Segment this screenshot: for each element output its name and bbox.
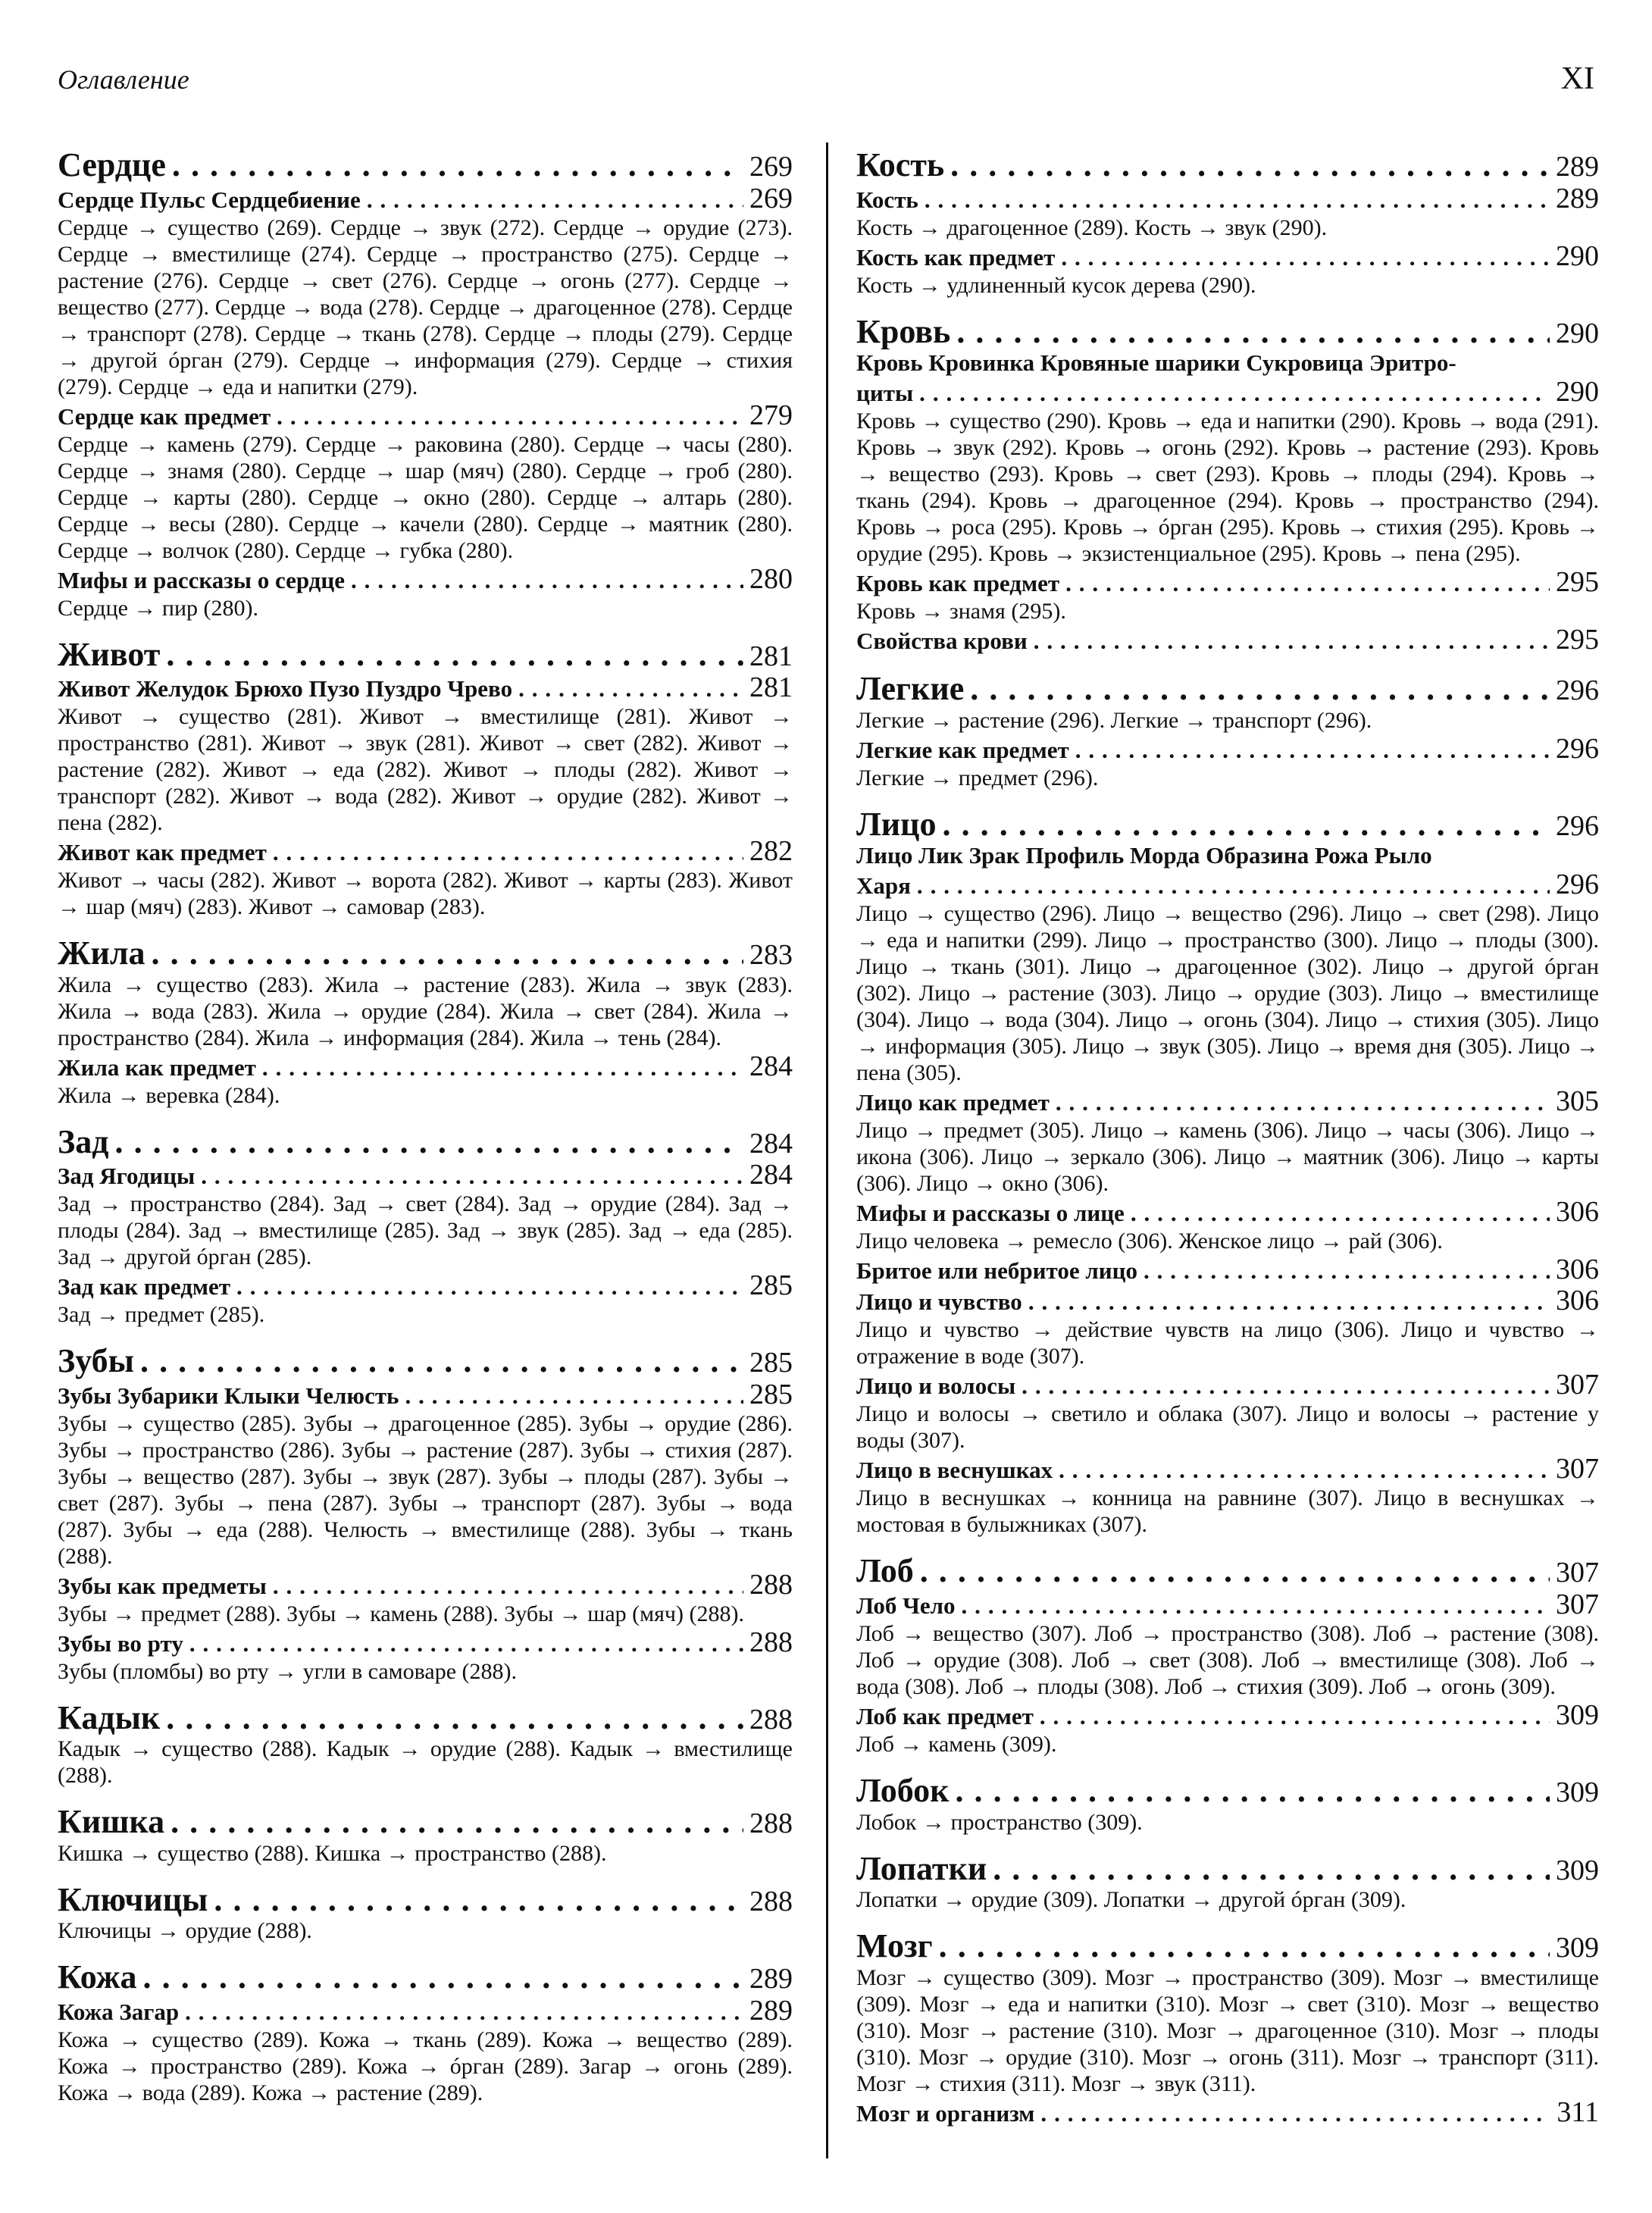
entry-text: Кожа → существо (289). Кожа → ткань (289). Кожа → вещество (289). Кожа → пространство (289). Кожа → óрган (289). Загар → огонь (289). Кожа → вода (289). Кожа → растение (289). — [58, 2027, 793, 2106]
entry-text: Жила → существо (283). Жила → растение (283). Жила → звук (283). Жила → вода (283). Жила → орудие (284). Жила → свет (284). Жила → пространство (284). Жила → информация (284). Жила → тень (284). — [58, 972, 793, 1050]
subsection-heading — [58, 564, 793, 595]
subsection-heading-title: Кровь как предмет — [856, 570, 1060, 597]
subsection-heading-title: Легкие как предмет — [856, 736, 1069, 763]
section-heading-page: 289 — [749, 1963, 793, 1995]
section-heading — [856, 147, 1599, 183]
section-gap — [856, 1913, 1599, 1923]
section-heading — [58, 1343, 793, 1379]
subsection-heading-leader — [1131, 1200, 1550, 1225]
section-heading-page: 289 — [1556, 151, 1599, 183]
subsection-heading — [856, 2097, 1599, 2128]
section-gap — [856, 656, 1599, 666]
section-heading-title: Кадык — [58, 1699, 161, 1736]
section-gap — [58, 1109, 793, 1119]
subsection-heading — [58, 1995, 793, 2027]
section-heading-title: Легкие — [856, 671, 965, 707]
entry-text: Лицо → предмет (305). Лицо → камень (306). Лицо → часы (306). Лицо → икона (306). Лицо → зеркало (306). Лицо → маятник (306). Лицо → карты (306). Лицо → окно (306). — [856, 1118, 1599, 1197]
subsection-heading-page: 281 — [749, 672, 793, 704]
subsection-heading — [856, 567, 1599, 598]
entry-text: Сердце → пир (280). — [58, 595, 259, 621]
subsection-heading-page: 311 — [1557, 2096, 1599, 2128]
subsection-heading-title: Свойства крови — [856, 628, 1028, 655]
section-heading-page: 309 — [1556, 1854, 1599, 1886]
subsection-heading-page: 288 — [749, 1569, 793, 1601]
subsection-heading-title: Лицо в веснушках — [856, 1457, 1053, 1484]
subsection-heading-title: Живот как предмет — [58, 839, 267, 866]
subsection-heading-page: 305 — [1556, 1086, 1599, 1118]
subsection-heading-page: 295 — [1556, 624, 1599, 656]
section-heading-leader — [956, 314, 1550, 350]
subsection-heading-page: 295 — [1556, 567, 1599, 599]
toc-column-left — [58, 142, 793, 2106]
subsection-heading — [58, 1270, 793, 1301]
subsection-heading-title: Лицо и чувство — [856, 1288, 1022, 1316]
section-heading — [58, 1804, 793, 1840]
column-divider — [826, 142, 828, 2158]
section-heading-leader — [970, 671, 1550, 707]
section-heading-title: Зад — [58, 1123, 109, 1160]
subsection-heading-title: Харя — [856, 872, 911, 900]
entry-text: Зад → пространство (284). Зад → свет (284). Зад → орудие (284). Зад → плоды (284). Зад → вместилище (285). Зад → звук (285). Зад → еда (285). Зад → другой óрган (285). — [58, 1191, 793, 1270]
subsection-heading — [58, 1160, 793, 1191]
section-heading-leader — [955, 1773, 1550, 1809]
section-gap — [856, 1836, 1599, 1846]
entry-text: Лицо → существо (296). Лицо → вещество (296). Лицо → свет (298). Лицо → еда и напитки (299). Лицо → пространство (300). Лицо → плоды (300). Лицо → ткань (301). Лицо → драгоценное (302). Лицо → другой óрган (302). Лицо → растение (303). Лицо → орудие (303). Лицо → вместилище (304). Лицо → вода (304). Лицо → огонь (304). Лицо → стихия (305). Лицо → информация (305). Лицо → звук (305). Лицо → время дня (305). Лицо → пена (305). — [856, 901, 1599, 1086]
section-heading — [58, 1959, 793, 1995]
entry-text: Зубы (пломбы) во рту → угли в самоваре (288). — [58, 1658, 518, 1684]
section-heading — [58, 147, 793, 183]
section-heading-page: 284 — [749, 1127, 793, 1160]
subsection-heading-title: Зад Ягодицы — [58, 1163, 196, 1190]
section-heading-leader — [993, 1851, 1550, 1887]
section-heading-page: 288 — [749, 1808, 793, 1840]
entry-text: Лицо и чувство → действие чувств на лицо (306). Лицо и чувство → отражение в воде (307). — [856, 1317, 1599, 1369]
subsection-heading — [58, 672, 793, 703]
entry-text: Мозг → существо (309). Мозг → пространство (309). Мозг → вместилище (309). Мозг → еда и напитки (310). Мозг → свет (310). Мозг → вещество (310). Мозг → растение (310). Мозг → драгоценное (310). Мозг → плоды (310). Мозг → орудие (310). Мозг → огонь (311). Мозг → транспорт (311). Мозг → стихия (311). Мозг → звук (311). — [856, 1964, 1599, 2096]
subsection-heading-leader — [1034, 628, 1550, 653]
subsection-heading-leader — [262, 1055, 743, 1080]
subsection-heading-page: 284 — [749, 1160, 793, 1191]
section-heading-leader — [152, 935, 743, 972]
subsection-heading-leader — [1040, 1704, 1550, 1729]
entry-text: Зад → предмет (285). — [58, 1302, 265, 1328]
subsection-heading-title: Сердце Пульс Сердцебиение — [58, 186, 361, 213]
section-gap — [856, 299, 1599, 309]
section-heading-title: Кожа — [58, 1959, 137, 1995]
section-gap — [58, 1328, 793, 1338]
subsection-heading-leader — [189, 1631, 743, 1656]
section-heading — [856, 671, 1599, 707]
subsection-heading-page: 309 — [1556, 1700, 1599, 1732]
subsection-heading-leader — [917, 873, 1550, 898]
entry-text: Кровь → знамя (295). — [856, 599, 1066, 624]
subsection-heading-leader — [277, 404, 743, 429]
subsection-heading-page: 285 — [749, 1379, 793, 1410]
subsection-heading-title: Зубы во рту — [58, 1629, 183, 1657]
section-gap — [58, 920, 793, 931]
subsection-heading-leader — [1040, 2101, 1550, 2126]
subsection-heading-title: Мозг и организм — [856, 2099, 1035, 2127]
subsection-heading-title: Лицо как предмет — [856, 1089, 1050, 1116]
entry-text: Сердце → камень (279). Сердце → раковина (280). Сердце → часы (280). Сердце → знамя (280). Сердце → шар (мяч) (280). Сердце → гроб (280). Сердце → карты (280). Сердце → окно (280). Сердце → алтарь (280). Сердце → весы (280). Сердце → качели (280). Сердце → маятник (280). Сердце → волчок (280). Сердце → губка (280). — [58, 431, 793, 563]
subsection-heading — [58, 1627, 793, 1658]
subsection-heading-title: Лоб Чело — [856, 1592, 956, 1619]
section-heading-title: Лопатки — [856, 1850, 987, 1887]
entry-text: Лобок → пространство (309). — [856, 1809, 1143, 1835]
subsection-heading-title: Кость как предмет — [856, 243, 1056, 271]
section-heading-page: 288 — [749, 1703, 793, 1736]
subsection-heading-leader — [1144, 1258, 1550, 1283]
subsection-heading-leader — [1022, 1373, 1550, 1398]
subsection-heading — [856, 1197, 1599, 1228]
entry-text: Кровь → существо (290). Кровь → еда и напитки (290). Кровь → вода (291). Кровь → звук (292). Кровь → огонь (292). Кровь → растение (293). Кровь → вещество (293). Кровь → свет (293). Кровь → плоды (294). Кровь → ткань (294). Кровь → драгоценное (294). Кровь → пространство (294). Кровь → роса (295). Кровь → óрган (295). Кровь → стихия (295). Кровь → орудие (295). Кровь → экзистенциальное (295). Кровь → пена (295). — [856, 408, 1599, 567]
subsection-heading-leader — [1065, 571, 1550, 596]
entry-text: Легкие → растение (296). Легкие → транспорт (296). — [856, 707, 1372, 733]
section-heading — [58, 1124, 793, 1160]
subsection-heading-leader — [1059, 1457, 1550, 1482]
section-heading-title: Кость — [856, 147, 945, 183]
section-heading-page: 309 — [1556, 1776, 1599, 1809]
subsection-heading-title: Мифы и рассказы о сердце — [58, 566, 345, 593]
subsection-heading-leader — [1075, 737, 1550, 762]
subsection-heading — [856, 1589, 1599, 1620]
subsection-heading — [856, 1454, 1599, 1485]
subsection-heading-title: Сердце как предмет — [58, 402, 271, 430]
subsection-heading-title: Мифы и рассказы о лице — [856, 1200, 1125, 1227]
section-heading — [856, 1928, 1599, 1964]
subsection-heading-leader — [273, 840, 743, 865]
subsection-heading-page: 307 — [1556, 1369, 1599, 1401]
section-heading-page: 290 — [1556, 317, 1599, 349]
section-heading-leader — [939, 1928, 1550, 1964]
section-heading-title: Сердце — [58, 147, 166, 183]
subsection-heading — [856, 241, 1599, 272]
section-heading-title: Кровь — [856, 313, 951, 350]
subsection-heading-title: Живот Желудок Брюхо Пузо Пуздро Чрево — [58, 675, 513, 703]
section-heading — [58, 1882, 793, 1918]
entry-text: Зубы → предмет (288). Зубы → камень (288). Зубы → шар (мяч) (288). — [58, 1601, 744, 1626]
subsection-heading — [856, 1285, 1599, 1316]
section-heading-leader — [920, 1553, 1550, 1589]
entry-text: Кадык → существо (288). Кадык → орудие (288). Кадык → вместилище (288). — [58, 1736, 793, 1789]
subsection-heading-title: Зубы Зубарики Клыки Челюсть — [58, 1382, 399, 1409]
section-gap — [856, 791, 1599, 802]
subsection-heading-leader — [1028, 1289, 1550, 1314]
section-heading-title: Зубы — [58, 1343, 134, 1379]
entry-text: Лицо в веснушках → конница на равнине (307). Лицо в веснушках → мостовая в булыжниках (307). — [856, 1485, 1599, 1538]
section-heading-page: 296 — [1556, 809, 1599, 842]
subsection-heading-leader — [919, 380, 1550, 405]
entry-text: Лоб → камень (309). — [856, 1732, 1057, 1758]
subsection-heading — [856, 624, 1599, 656]
section-gap — [58, 621, 793, 632]
section-heading-title: Кишка — [58, 1804, 165, 1840]
subsection-heading-title: Жила как предмет — [58, 1053, 256, 1081]
subsection-heading — [856, 1254, 1599, 1285]
subsection-heading-title: Зубы как предметы — [58, 1572, 267, 1599]
subsection-heading-page: 284 — [749, 1050, 793, 1082]
entry-text: Кишка → существо (288). Кишка → пространство (288). — [58, 1840, 607, 1866]
section-heading-title: Лоб — [856, 1553, 914, 1589]
subsection-heading-leader — [236, 1274, 743, 1299]
subsection-heading-page: 306 — [1556, 1197, 1599, 1229]
subsection-heading-page: 280 — [749, 563, 793, 595]
subsection-heading — [58, 1379, 793, 1410]
entry-text: Легкие → предмет (296). — [856, 765, 1099, 790]
section-heading-page: 307 — [1556, 1557, 1599, 1589]
entry-text: Кость → драгоценное (289). Кость → звук (290). — [856, 214, 1328, 240]
subsection-heading-leader — [351, 568, 743, 593]
section-gap — [856, 1538, 1599, 1548]
subsection-heading-leader — [273, 1573, 743, 1598]
section-gap — [58, 1944, 793, 1955]
entry-text: Лицо и волосы → светило и облака (307). Лицо и волосы → растение у воды (307). — [856, 1401, 1599, 1454]
subsection-heading-page: 306 — [1556, 1254, 1599, 1286]
subsection-heading-page: 269 — [749, 183, 793, 214]
section-heading-title: Жила — [58, 935, 145, 972]
subsection-heading-page: 290 — [1556, 377, 1599, 408]
subsection-heading-title: Зад как предмет — [58, 1273, 231, 1301]
section-heading — [856, 806, 1599, 843]
subsection-heading — [58, 836, 793, 867]
subsection-heading-page: 285 — [749, 1270, 793, 1302]
page-number: XI — [1560, 61, 1594, 96]
subsection-heading-leader — [1056, 1090, 1550, 1115]
section-heading-page: 283 — [749, 939, 793, 972]
subsection-heading — [856, 869, 1599, 900]
subsection-heading-leader — [367, 187, 743, 212]
section-heading — [856, 1553, 1599, 1589]
subsection-heading-page: 307 — [1556, 1454, 1599, 1485]
subsection-heading — [58, 1051, 793, 1082]
entry-text: Кость → удлиненный кусок дерева (290). — [856, 272, 1256, 298]
section-heading-leader — [950, 147, 1550, 183]
section-heading — [856, 1773, 1599, 1809]
entry-text: Лоб → вещество (307). Лоб → пространство (308). Лоб → растение (308). Лоб → орудие (308). Лоб → свет (308). Лоб → вместилище (308). Лоб → вода (308). Лоб → плоды (308). Лоб → стихия (309). Лоб → огонь (309). — [856, 1621, 1599, 1700]
subsection-heading-page: 306 — [1556, 1285, 1599, 1317]
entry-text: Зубы → существо (285). Зубы → драгоценное (285). Зубы → орудие (286). Зубы → пространство (286). Зубы → растение (287). Зубы → стихия (287). Зубы → вещество (287). Зубы → звук (287). Зубы → плоды (287). Зубы → свет (287). Зубы → пена (287). Зубы → транспорт (287). Зубы → вода (287). Зубы → еда (288). Челюсть → вместилище (288). Зубы → ткань (288). — [58, 1410, 793, 1569]
section-heading — [856, 1851, 1599, 1887]
toc-column-right — [856, 142, 1599, 2128]
subsection-heading-page: 296 — [1556, 733, 1599, 765]
section-heading-title: Ключицы — [58, 1881, 208, 1918]
subsection-heading-title: Кость — [856, 186, 918, 213]
subsection-heading-title: Кожа Загар — [58, 1998, 180, 2025]
subsection-heading-title: Бритое или небритое лицо — [856, 1257, 1137, 1285]
entry-text: Лицо человека → ремесло (306). Женское лицо → рай (306). — [856, 1229, 1443, 1254]
section-heading-leader — [166, 637, 743, 673]
section-heading-page: 269 — [749, 151, 793, 183]
subsection-heading-page: 279 — [749, 399, 793, 431]
subsection-heading — [58, 400, 793, 431]
subsection-heading — [58, 183, 793, 214]
section-heading-title: Живот — [58, 636, 161, 673]
section-heading-page: 296 — [1556, 675, 1599, 707]
section-heading — [856, 314, 1599, 350]
section-heading-leader — [171, 1804, 743, 1840]
entry-text: Живот → существо (281). Живот → вместилище (281). Живот → пространство (281). Живот → звук (281). Живот → свет (282). Живот → растение (282). Живот → еда (282). Живот → плоды (282). Живот → транспорт (282). Живот → вода (282). Живот → орудие (282). Живот → пена (282). — [58, 704, 793, 836]
section-heading-title: Лицо — [856, 806, 937, 843]
subsection-heading-leader — [201, 1163, 743, 1188]
subsection-heading-page: 290 — [1556, 240, 1599, 272]
section-heading-leader — [166, 1700, 743, 1736]
section-heading — [58, 935, 793, 972]
entry-text: Ключицы → орудие (288). — [58, 1918, 312, 1944]
section-heading-leader — [172, 147, 743, 183]
subsection-heading-title: Лицо и волосы — [856, 1373, 1016, 1400]
section-heading-leader — [943, 806, 1550, 843]
subsection-heading-leader — [518, 676, 743, 701]
subsection-heading-leader — [961, 1593, 1550, 1618]
subsection-heading — [856, 1369, 1599, 1401]
subsection-heading-line: Лицо Лик Зрак Профиль Морда Образина Рожа Рыло — [856, 842, 1432, 869]
subsection-heading-title: циты — [856, 380, 914, 407]
subsection-heading-page: 289 — [1556, 183, 1599, 214]
section-gap — [58, 1867, 793, 1877]
section-heading-leader — [114, 1124, 743, 1160]
subsection-heading — [856, 183, 1599, 214]
subsection-heading-leader — [1061, 245, 1550, 270]
subsection-heading-line: Кровь Кровинка Кровяные шарики Сукровица Эритро- — [856, 349, 1456, 377]
section-heading-leader — [140, 1343, 743, 1379]
subsection-heading — [856, 377, 1599, 408]
subsection-heading-leader — [185, 1999, 743, 2024]
subsection-heading-page: 288 — [749, 1626, 793, 1658]
entry-text: Сердце → существо (269). Сердце → звук (272). Сердце → орудие (273). Сердце → вместилище (274). Сердце → пространство (275). Сердце → растение (276). Сердце → свет (276). Сердце → огонь (277). Сердце → вещество (277). Сердце → вода (278). Сердце → драгоценное (278). Сердце → транспорт (278). Сердце → ткань (278). Сердце → плоды (279). Сердце → другой óрган (279). Сердце → информация (279). Сердце → стихия (279). Сердце → еда и напитки (279). — [58, 214, 793, 399]
section-heading — [58, 637, 793, 673]
section-heading-page: 309 — [1556, 1932, 1599, 1964]
entry-text: Жила → веревка (284). — [58, 1082, 280, 1108]
section-heading-page: 285 — [749, 1347, 793, 1379]
subsection-heading-page: 282 — [749, 836, 793, 868]
section-heading-leader — [143, 1959, 743, 1995]
running-header-title: Оглавление — [58, 64, 189, 95]
subsection-heading-leader — [925, 187, 1550, 212]
subsection-heading — [856, 734, 1599, 765]
section-gap — [856, 1758, 1599, 1768]
section-heading-page: 288 — [749, 1885, 793, 1917]
section-heading-leader — [214, 1882, 743, 1918]
subsection-heading-page: 307 — [1556, 1589, 1599, 1620]
subsection-heading — [58, 1570, 793, 1601]
section-heading — [58, 1700, 793, 1736]
subsection-heading — [856, 1086, 1599, 1117]
subsection-heading — [856, 1700, 1599, 1731]
section-heading-title: Лобок — [856, 1773, 950, 1809]
entry-text: Лопатки → орудие (309). Лопатки → другой óрган (309). — [856, 1887, 1406, 1913]
section-heading-page: 281 — [749, 640, 793, 672]
section-gap — [58, 1789, 793, 1799]
subsection-heading-page: 296 — [1556, 869, 1599, 901]
subsection-heading-leader — [405, 1383, 743, 1408]
subsection-heading-title: Лоб как предмет — [856, 1703, 1034, 1730]
section-heading-title: Мозг — [856, 1928, 933, 1964]
entry-text: Живот → часы (282). Живот → ворота (282). Живот → карты (283). Живот → шар (мяч) (283). Живот → самовар (283). — [58, 868, 793, 920]
subsection-heading-page: 289 — [749, 1995, 793, 2027]
section-gap — [58, 1685, 793, 1695]
